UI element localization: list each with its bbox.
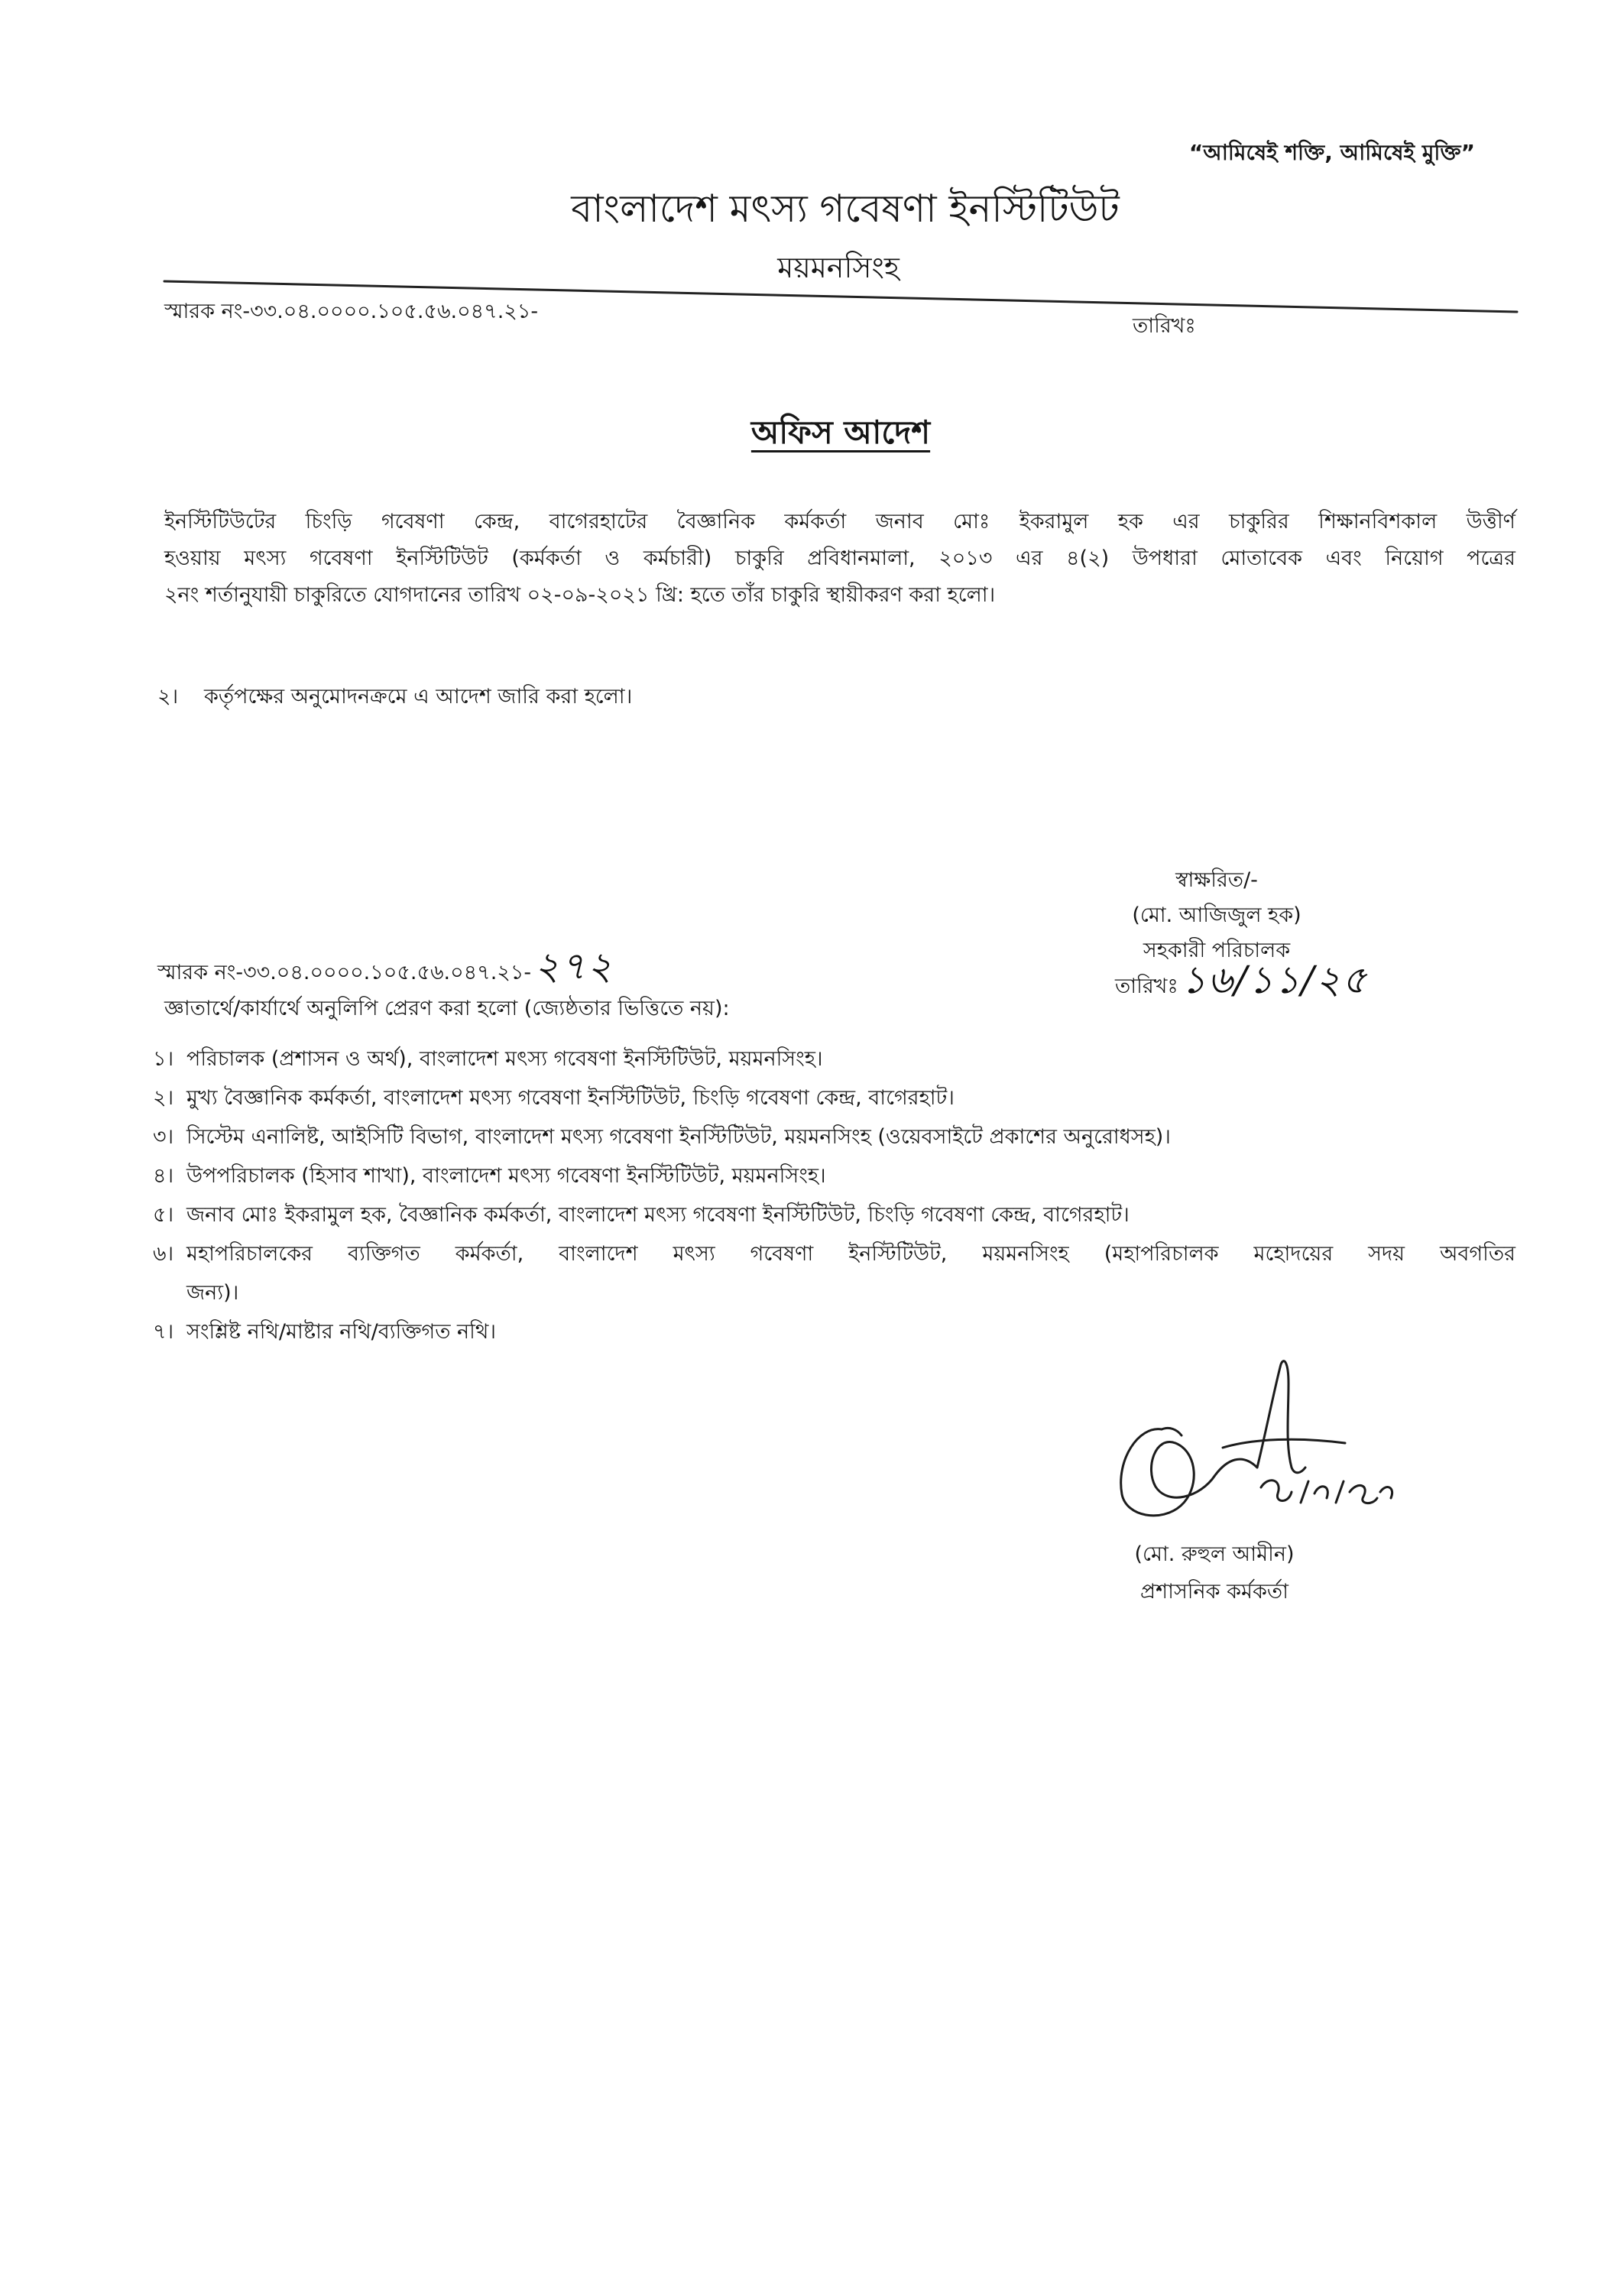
list-item [153, 1156, 1515, 1195]
memo-reference-top: স্মারক নং-৩৩.০৪.০০০০.১০৫.৫৬.০৪৭.২১- [164, 300, 539, 323]
clause-number: ২। [157, 685, 179, 709]
list-item-text-continued: জন্য)। [186, 1281, 239, 1305]
list-item-text: সংশ্লিষ্ট নথি/মাষ্টার নথি/ব্যক্তিগত নথি। [186, 1320, 497, 1344]
list-item [153, 1195, 1515, 1234]
order-paragraph-line: হওয়ায় মৎস্য গবেষণা ইনস্টিটিউট (কর্মকর্তা ও কর্মচারী) চাকুরি প্রবিধানমালা, ২০১৩ এর ৪(২) উপধারা মোতাবেক এবং নিয়োগ পত্রের [164, 546, 1515, 570]
signature-hook-stroke [1162, 1428, 1182, 1435]
list-item [153, 1117, 1515, 1156]
memo-date-bottom [1115, 955, 1368, 1005]
order-paragraph-line: ২নং শর্তানুযায়ী চাকুরিতে যোগদানের তারিখ ০২-০৯-২০২১ খ্রি: হতে তাঁর চাকুরি স্থায়ীকরণ করা হলো। [164, 583, 996, 607]
signature-bar-stroke [1223, 1439, 1345, 1448]
list-item-number: ৫। [153, 1203, 174, 1227]
organization-title: বাংলাদেশ মৎস্য গবেষণা ইনস্টিটিউট [571, 186, 1120, 231]
memo-reference-label: স্মারক নং-৩৩.০৪.০০০০.১০৫.৫৬.০৪৭.২১- [157, 961, 532, 984]
page-title: অফিস আদেশ [750, 414, 931, 451]
memo-reference-bottom [157, 942, 614, 991]
list-item-text: মুখ্য বৈজ্ঞানিক কর্মকর্তা, বাংলাদেশ মৎস্য গবেষণা ইনস্টিটিউট, চিংড়ি গবেষণা কেন্দ্র, বাগেরহাট। [186, 1086, 955, 1110]
list-item-number: ৭। [153, 1320, 174, 1344]
distribution-intro: জ্ঞাতার্থে/কার্যার্থে অনুলিপি প্রেরণ করা হলো (জ্যেষ্ঠতার ভিত্তিতে নয়): [164, 997, 730, 1020]
signatory-name: (মো. রুহুল আমীন) [1134, 1542, 1295, 1566]
signatory-name: (মো. আজিজুল হক) [1132, 903, 1301, 927]
signed-note: স্বাক্ষরিত/- [1175, 868, 1258, 892]
distribution-list [153, 1039, 1515, 1351]
memo-date-label-top: তারিখঃ [1133, 314, 1196, 338]
list-item-number: ৪। [153, 1164, 174, 1188]
signatory-designation: প্রশাসনিক কর্মকর্তা [1140, 1580, 1289, 1604]
motto: “আমিষেই শক্তি, আমিষেই মুক্তি” [1188, 140, 1475, 165]
list-item-text: সিস্টেম এনালিষ্ট, আইসিটি বিভাগ, বাংলাদেশ মৎস্য গবেষণা ইনস্টিটিউট, ময়মনসিংহ (ওয়েবসাইটে প্রকাশের অনুরোধসহ)। [186, 1125, 1171, 1149]
order-clause-2 [157, 679, 632, 715]
list-item-number: ১। [153, 1047, 174, 1071]
order-paragraph-line: ইনস্টিটিউটের চিংড়ি গবেষণা কেন্দ্র, বাগেরহাটের বৈজ্ঞানিক কর্মকর্তা জনাব মোঃ ইকরামুল হক এর চাকুরির শিক্ষানবিশকাল উত্তীর্ণ [164, 510, 1515, 534]
list-item [153, 1234, 1515, 1312]
signature-tall-stroke [1257, 1361, 1305, 1473]
list-item [153, 1039, 1515, 1078]
signatory-block-2 [1023, 1536, 1405, 1610]
list-item-number: ৬। [153, 1242, 174, 1266]
signature-date-stroke [1261, 1481, 1392, 1503]
list-item-number: ২। [153, 1086, 174, 1110]
list-item-text: মহাপরিচালকের ব্যক্তিগত কর্মকর্তা, বাংলাদেশ মৎস্য গবেষণা ইনস্টিটিউট, ময়মনসিংহ (মহাপরিচালক মহোদয়ের সদয় অবগতির [186, 1242, 1515, 1266]
signature-loop-stroke [1121, 1429, 1257, 1516]
order-paragraph [164, 504, 1515, 614]
signatory-block-1 [1026, 863, 1408, 968]
organization-location: ময়মনসিংহ [777, 251, 900, 284]
list-item [153, 1312, 1515, 1351]
signatory-designation: সহকারী পরিচালক [1143, 939, 1291, 962]
memo-date-label: তারিখঃ [1115, 975, 1178, 998]
list-item-text: জনাব মোঃ ইকরামুল হক, বৈজ্ঞানিক কর্মকর্তা, বাংলাদেশ মৎস্য গবেষণা ইনস্টিটিউট, চিংড়ি গবেষণা কেন্দ্র, বাগেরহাট। [186, 1203, 1130, 1227]
clause-text: কর্তৃপক্ষের অনুমোদনক্রমে এ আদেশ জারি করা হলো। [204, 685, 633, 709]
list-item-text: পরিচালক (প্রশাসন ও অর্থ), বাংলাদেশ মৎস্য গবেষণা ইনস্টিটিউট, ময়মনসিংহ। [186, 1047, 823, 1071]
list-item [153, 1078, 1515, 1117]
handwritten-memo-number: ২৭২ [534, 944, 614, 988]
list-item-text: উপপরিচালক (হিসাব শাখা), বাংলাদেশ মৎস্য গবেষণা ইনস্টিটিউট, ময়মনসিংহ। [186, 1164, 826, 1188]
list-item-number: ৩। [153, 1125, 174, 1149]
handwritten-date: ১৬/১১/২৫ [1181, 958, 1369, 1002]
handwritten-signature [1108, 1353, 1399, 1529]
